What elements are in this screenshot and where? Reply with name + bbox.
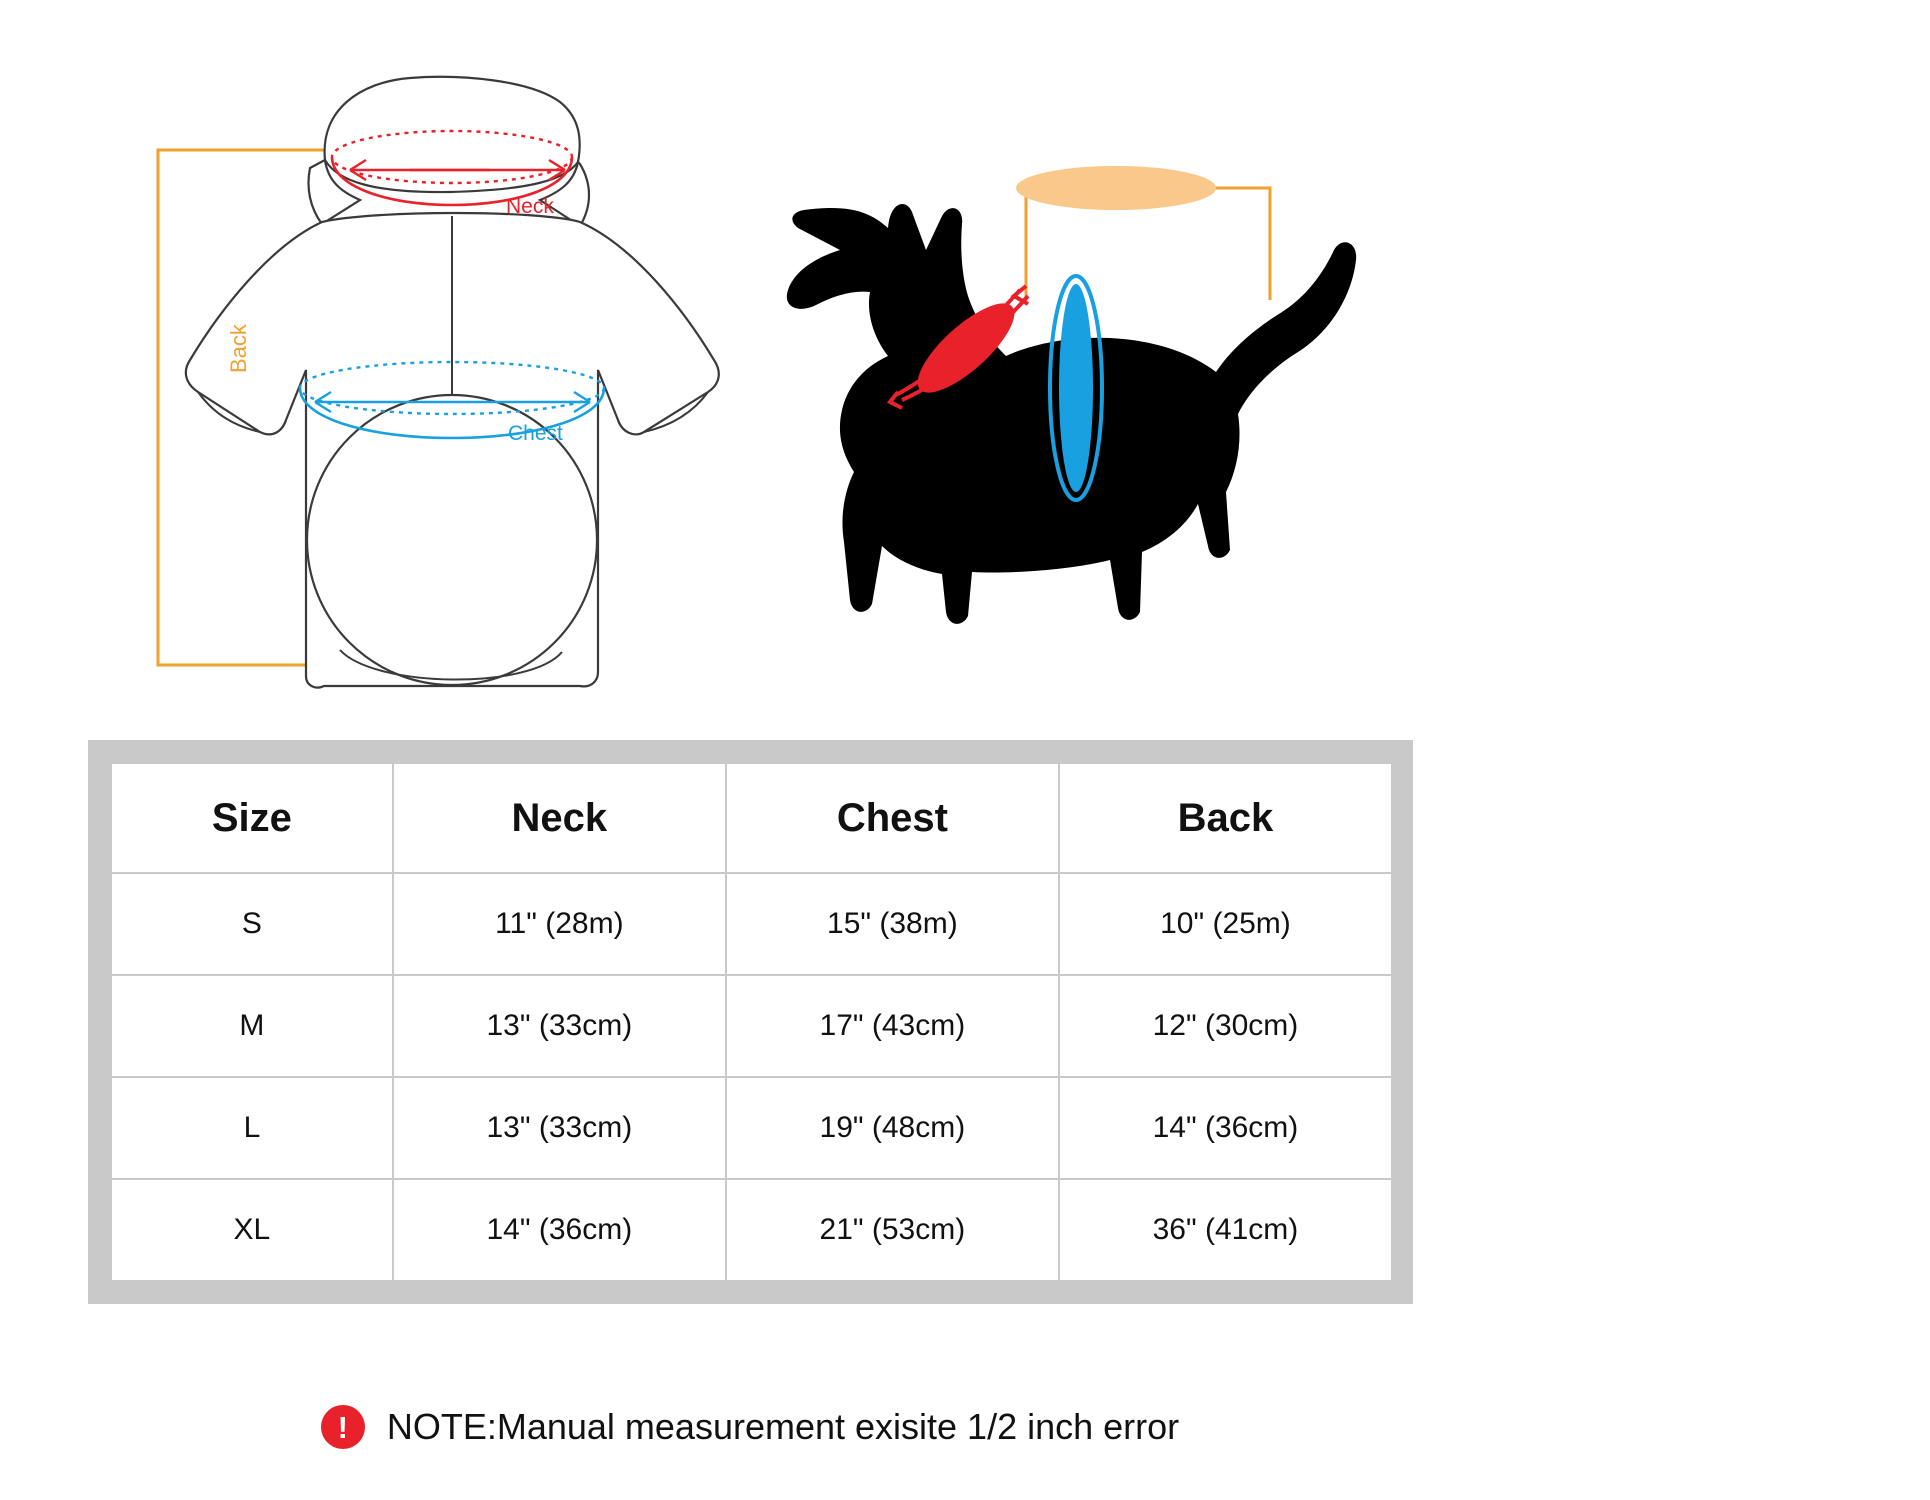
cell-neck: 11" (28m) — [393, 873, 726, 975]
column-header-neck: Neck — [393, 763, 726, 873]
dog-chest-label-blue: Chest — [1817, 465, 1838, 518]
cell-chest: 17" (43cm) — [726, 975, 1059, 1077]
garment-back-label: Back — [226, 324, 251, 373]
garment-neck-label: Neck — [506, 195, 554, 218]
table-row — [111, 975, 1392, 1077]
cell-back: 10" (25m) — [1059, 873, 1392, 975]
dog-diagram — [770, 100, 1930, 680]
note-row — [0, 1405, 1500, 1449]
cell-chest: 15" (38m) — [726, 873, 1059, 975]
garment-svg — [110, 40, 750, 700]
dog-back-label: Back — [1883, 267, 1930, 290]
garment-chest-label: Chest — [508, 422, 563, 445]
dog-svg — [770, 100, 1390, 680]
cell-size: S — [111, 873, 393, 975]
cell-size: XL — [111, 1179, 393, 1281]
table-header-row — [111, 763, 1392, 873]
cell-neck: 13" (33cm) — [393, 1077, 726, 1179]
dog-chest-label-red: Chest — [1717, 384, 1762, 441]
cell-back: 36" (41cm) — [1059, 1179, 1392, 1281]
size-table-container — [88, 740, 1413, 1304]
cell-neck: 14" (36cm) — [393, 1179, 726, 1281]
column-header-size: Size — [111, 763, 393, 873]
note-text: NOTE:Manual measurement exisite 1/2 inch error — [386, 1406, 1180, 1447]
cell-back: 12" (30cm) — [1059, 975, 1392, 1077]
size-table — [110, 762, 1393, 1282]
table-row — [111, 873, 1392, 975]
column-header-chest: Chest — [726, 763, 1059, 873]
exclamation-icon: ! — [321, 1405, 365, 1449]
garment-diagram — [110, 40, 750, 700]
table-row — [111, 1077, 1392, 1179]
table-row — [111, 1179, 1392, 1281]
cell-neck: 13" (33cm) — [393, 975, 726, 1077]
cell-chest: 19" (48cm) — [726, 1077, 1059, 1179]
cell-chest: 21" (53cm) — [726, 1179, 1059, 1281]
illustration-area — [0, 0, 1930, 730]
cell-size: M — [111, 975, 393, 1077]
dog-back-pill — [1016, 166, 1216, 210]
cell-size: L — [111, 1077, 393, 1179]
cell-back: 14" (36cm) — [1059, 1077, 1392, 1179]
column-header-back: Back — [1059, 763, 1392, 873]
